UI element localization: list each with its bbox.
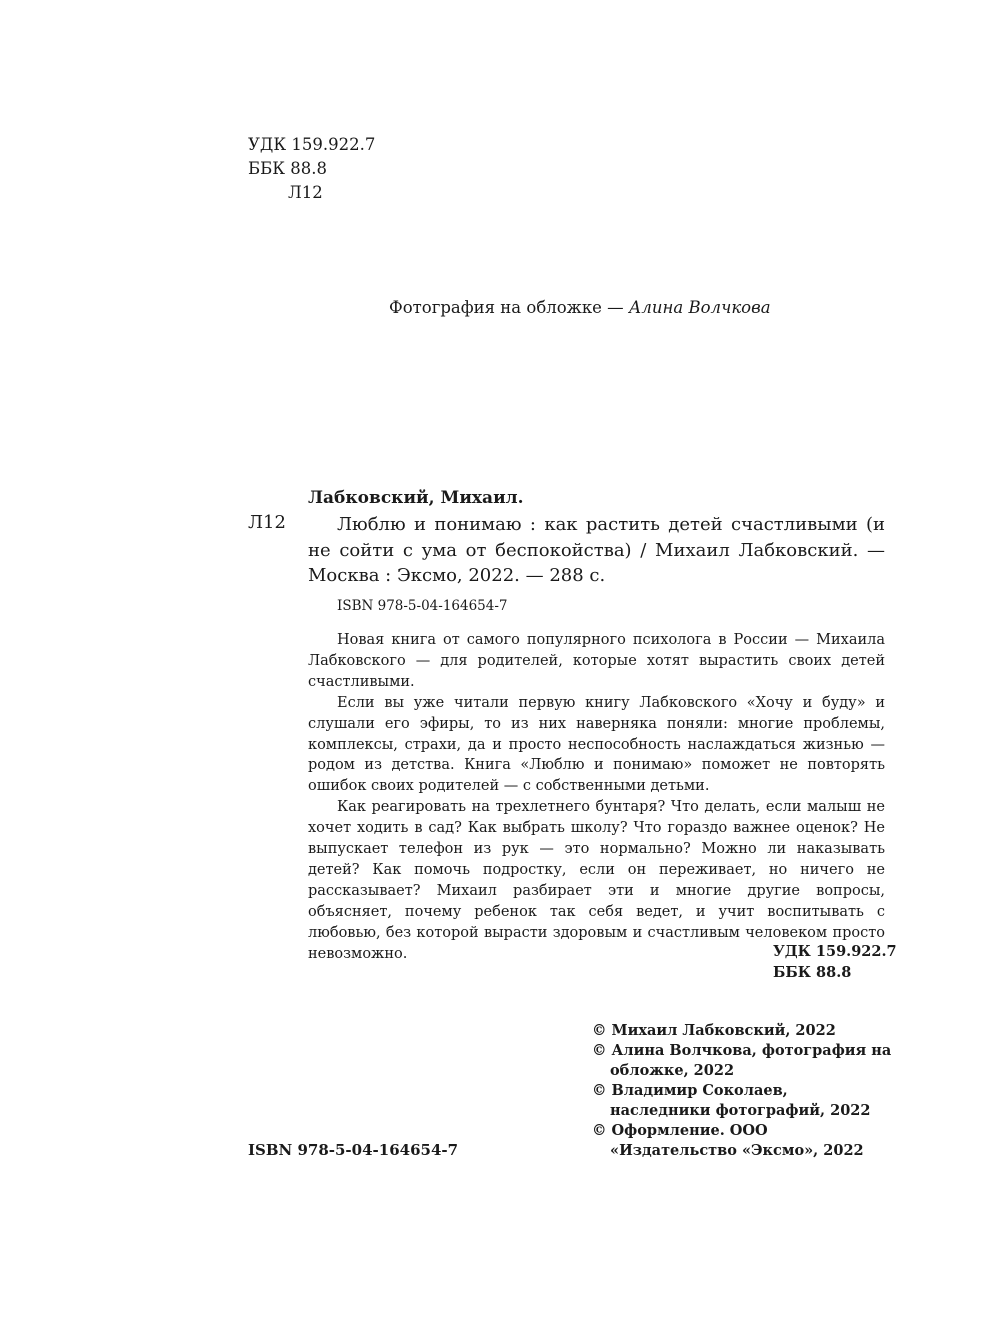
catalog-author-code: Л12 (248, 512, 286, 533)
catalog-bbk: ББК 88.8 (773, 964, 852, 981)
catalog-bibliographic-entry (308, 512, 885, 589)
annotation (308, 630, 885, 965)
udk-code: УДК 159.922.7 (248, 135, 376, 154)
author-sign: Л12 (288, 183, 323, 202)
annotation-paragraph: Как реагировать на трехлетнего бунтаря? Что делать, если малыш не хочет ходить в сад? Как выбрать школу? Что гораздо важнее оценок? Не выпускает телефон из рук — это нормально? Можно ли наказывать детей? Как помочь подростку, если он переживает, но ничего не рассказывает? Михаил разбирает эти и многие другие вопросы, объясняет, почему ребенок так себя ведет, и учит воспитывать с любовью, без которой вырасти здоровым и счастливым человеком просто невозможно. (308, 799, 885, 962)
catalog-classification (773, 941, 897, 983)
copyright-line: © Алина Волчкова, фотография на обложке, 2022 (592, 1042, 892, 1079)
photo-credit (389, 298, 771, 317)
catalog-isbn: ISBN 978-5-04-164654-7 (337, 598, 508, 614)
annotation-paragraph: Новая книга от самого популярного психолога в России — Михаила Лабковского — для родителей, которые хотят вырастить своих детей счастливыми. (308, 632, 885, 690)
copyright-line: © Михаил Лабковский, 2022 (592, 1022, 836, 1039)
classification-block (248, 133, 375, 205)
photo-credit-name: Алина Волчкова (628, 298, 771, 317)
bbk-code: ББК 88.8 (248, 159, 328, 178)
photo-credit-label: Фотография на обложке — (389, 298, 624, 317)
annotation-paragraph: Если вы уже читали первую книгу Лабковского «Хочу и буду» и слушали его эфиры, то из них наверняка поняли: многие проблемы, комплексы, страхи, да и просто неспособность наслаждаться жизнью — родом из детства. Книга «Люблю и понимаю» поможет не повторять ошибок своих родителей — с собственными детьми. (308, 694, 885, 795)
copyright-block (592, 1021, 892, 1161)
copyright-line: © Владимир Соколаев, наследники фотографий, 2022 (592, 1082, 871, 1119)
catalog-udk: УДК 159.922.7 (773, 943, 897, 960)
isbn-main: ISBN 978-5-04-164654-7 (248, 1141, 459, 1159)
copyright-line: © Оформление. ООО «Издательство «Эксмо», 2022 (592, 1122, 864, 1159)
bibliographic-text: Люблю и понимаю : как растить детей счастливыми (и не сойти с ума от беспокойства) / Михаил Лабковский. — Москва : Эксмо, 2022. — 288 с. (308, 514, 885, 586)
catalog-author-heading: Лабковский, Михаил. (308, 488, 524, 508)
